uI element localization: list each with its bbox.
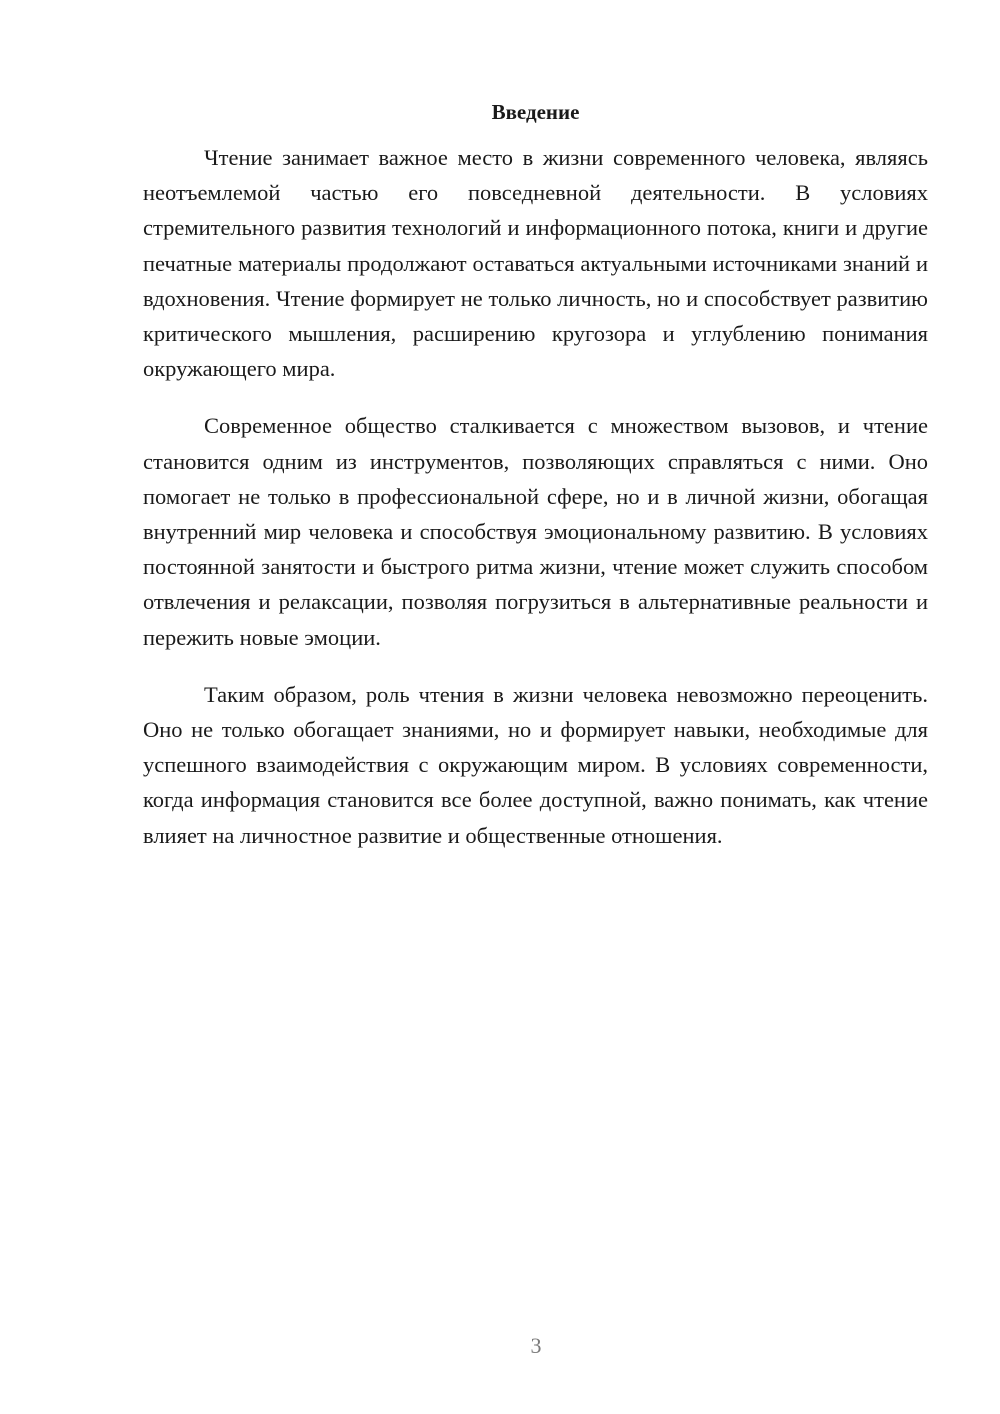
section-heading: Введение <box>491 100 580 124</box>
page-number: 3 <box>530 1333 542 1358</box>
page-content <box>143 98 928 875</box>
paragraph-3: Таким образом, роль чтения в жизни человека невозможно переоценить. Оно не только обогащает знаниями, но и формирует навыки, необходимые для успешного взаимодействия с окружающим миром. В условиях современности, когда информация становится все более доступной, важно понимать, как чтение влияет на личностное развитие и общественные отношения. <box>143 681 928 848</box>
paragraph-1: Чтение занимает важное место в жизни современного человека, являясь неотъемлемой частью его повседневной деятельности. В условиях стремительного развития технологий и информационного потока, книги и другие печатные материалы продолжают оставаться актуальными источниками знаний и вдохновения. Чтение формирует не только личность, но и способствует развитию критического мышления, расширению кругозора и углублению понимания окружающего мира. <box>143 145 928 382</box>
paragraph-2: Современное общество сталкивается с множеством вызовов, и чтение становится одним из инструментов, позволяющих справляться с ними. Оно помогает не только в профессиональной сфере, но и в личной жизни, обогащая внутренний мир человека и способствуя эмоциональному развитию. В условиях постоянной занятости и быстрого ритма жизни, чтение может служить способом отвлечения и релаксации, позволяя погрузиться в альтернативные реальности и пережить новые эмоции. <box>143 413 928 650</box>
